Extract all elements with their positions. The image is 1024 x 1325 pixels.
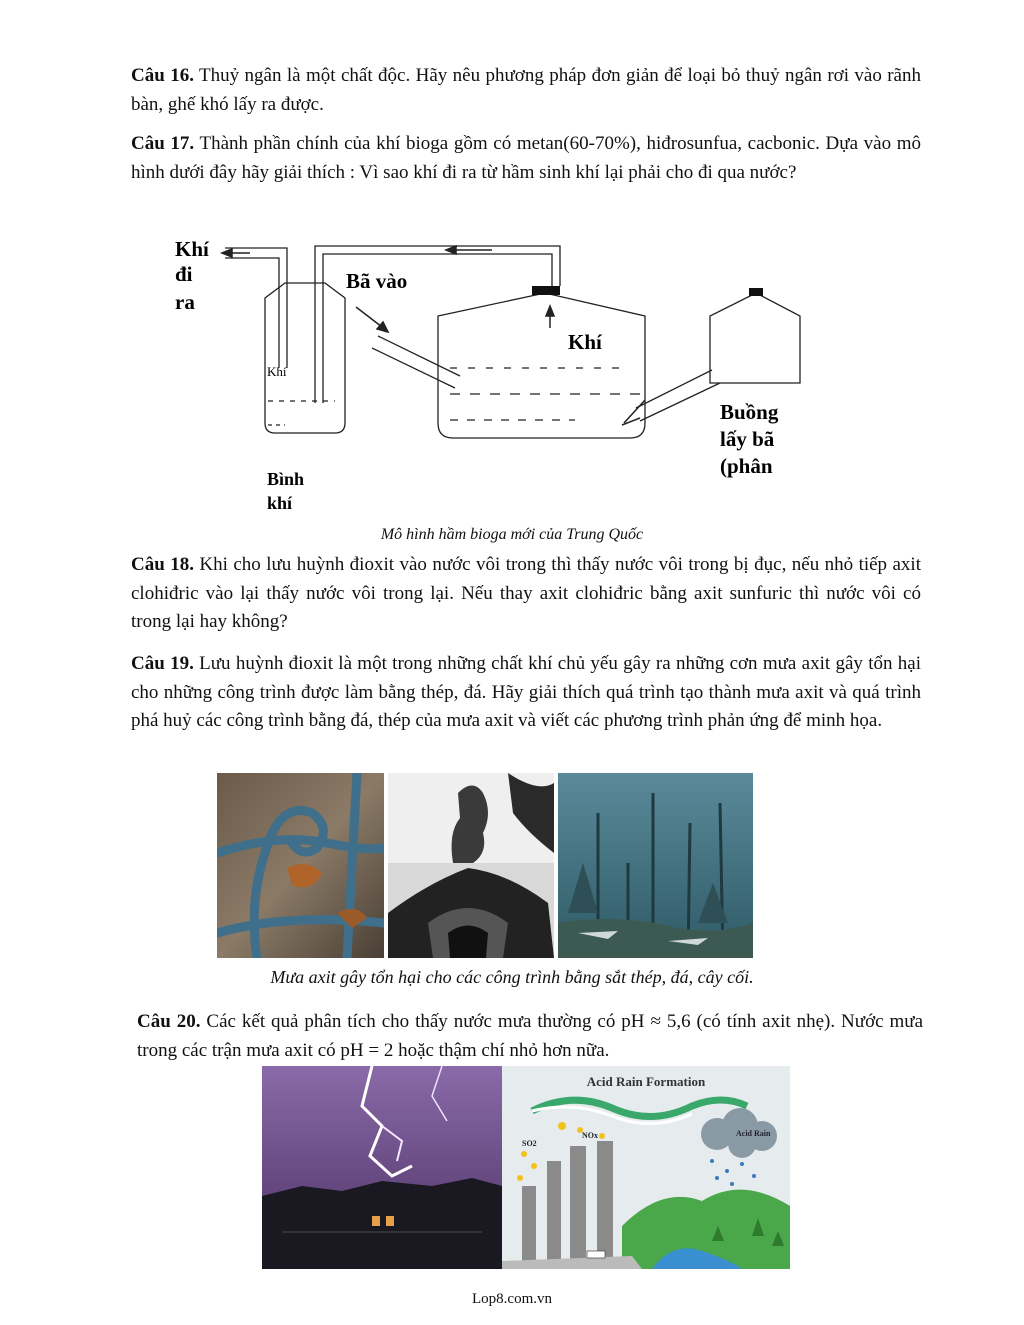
question-label: Câu 19. xyxy=(131,653,194,674)
question-16 xyxy=(131,62,921,119)
chamber-label: (phân xyxy=(720,454,773,478)
photos-caption: Mưa axit gây tổn hại cho các công trình bằng sắt thép, đá, cây cối. xyxy=(270,967,754,987)
feed-in-label: Bã vào xyxy=(346,269,408,293)
bottle-label: khí xyxy=(267,493,293,513)
acid-rain-cloud-label: Acid Rain xyxy=(736,1129,771,1138)
question-text: Lưu huỳnh đioxit là một trong những chất khí chủ yếu gây ra những cơn mưa axit gây tổn hại cho những công trình được làm bằng thép, đá. Hãy giải thích quá trình tạo thành mưa axit và quá trình phá huỷ các công trình bằng đá, thép của mưa axit và viết các phương trình phản ứng để minh họa. xyxy=(131,653,921,731)
so2-label: SO2 xyxy=(522,1139,537,1148)
rusted-railing-photo xyxy=(217,773,384,958)
gas-out-label: đi xyxy=(175,262,193,286)
gas-label: Khí xyxy=(568,330,602,354)
question-label: Câu 16. xyxy=(131,65,194,86)
gas-out-pipe xyxy=(225,248,287,368)
question-label: Câu 18. xyxy=(131,554,194,575)
page-footer: Lop8.com.vn xyxy=(472,1291,552,1307)
question-text: Thuỷ ngân là một chất độc. Hãy nêu phương pháp đơn giản để loại bỏ thuỷ ngân rơi vào rãnh bàn, ghế khó lấy ra được. xyxy=(131,65,921,115)
question-text: Các kết quả phân tích cho thấy nước mưa thường có pH ≈ 5,6 (có tính axit nhẹ). Nước mưa trong các trận mưa axit có pH = 2 hoặc thậm chí nhỏ hơn nữa. xyxy=(137,1011,924,1061)
eroded-statue-photo xyxy=(388,773,554,958)
gas-out-label: Khí xyxy=(175,237,209,261)
lightning-photo xyxy=(262,1066,502,1269)
question-18 xyxy=(131,551,921,637)
question-17 xyxy=(131,130,921,187)
bottle-label: Bình xyxy=(267,469,305,489)
chamber-cap xyxy=(749,288,763,296)
biogas-diagram xyxy=(0,228,1024,518)
question-20 xyxy=(137,1008,923,1065)
biogas-caption: Mô hình hầm bioga mới của Trung Quốc xyxy=(380,526,644,543)
nox-label: NOx xyxy=(582,1131,598,1140)
chamber-label: Buồng xyxy=(720,400,779,424)
dead-forest-photo xyxy=(558,773,753,958)
digester-cap xyxy=(532,286,560,295)
gas-bottle-shape xyxy=(265,283,345,433)
outlet-pipe xyxy=(636,370,712,408)
acid-rain-title: Acid Rain Formation xyxy=(586,1074,706,1089)
sludge-chamber xyxy=(710,293,800,383)
acid-rain-diagram xyxy=(502,1066,790,1269)
gas-out-label: ra xyxy=(175,290,195,314)
question-19 xyxy=(131,650,921,736)
question-text: Thành phần chính của khí bioga gồm có metan(60-70%), hiđrosunfua, cacbonic. Dựa vào mô hình dưới đây hãy giải thích : Vì sao khí đi ra từ hầm sinh khí lại phải cho đi qua nước? xyxy=(131,133,921,183)
small-gas-label: Khí xyxy=(267,364,287,379)
digester-tank xyxy=(438,293,645,438)
question-label: Câu 20. xyxy=(137,1011,201,1032)
chamber-label: lấy bã xyxy=(720,427,775,451)
question-label: Câu 17. xyxy=(131,133,195,154)
question-text: Khi cho lưu huỳnh đioxit vào nước vôi trong thì thấy nước vôi trong bị đục, nếu nhỏ tiếp axit clohiđric vào lại thấy nước vôi trong lại. Nếu thay axit clohiđric bằng axit sunfuric thì nước vôi có trong lại hay không? xyxy=(131,554,921,632)
